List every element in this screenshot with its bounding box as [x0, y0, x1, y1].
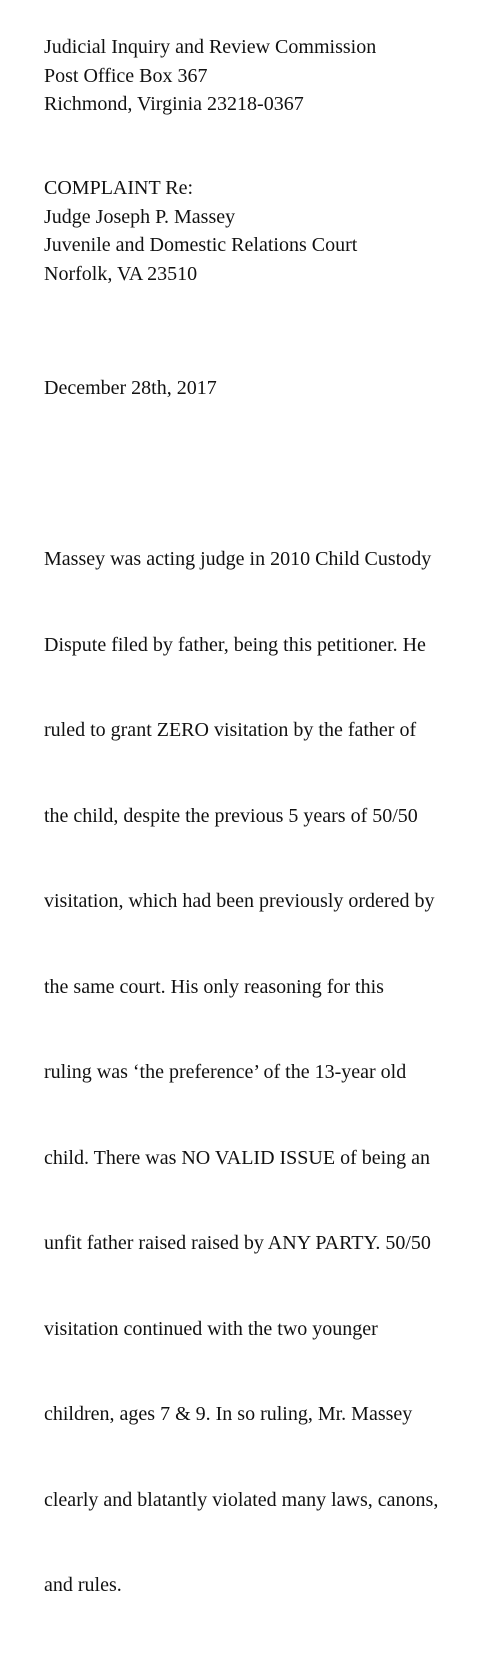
addressee-line: Judicial Inquiry and Review Commission: [44, 36, 377, 58]
complaint-line: Norfolk, VA 23510: [44, 262, 198, 285]
complaint-body-paragraph: [44, 488, 464, 1657]
body-line: Massey was acting judge in 2010 Child Custody: [44, 548, 432, 570]
body-line: visitation continued with the two younger: [44, 1317, 378, 1340]
complaint-heading: COMPLAINT Re:: [44, 177, 194, 199]
addressee-line: Richmond, Virginia 23218-0367: [44, 93, 304, 115]
date-text: December 28th, 2017: [44, 377, 217, 399]
body-line: Dispute filed by father, being this petitioner. He: [44, 633, 426, 656]
letter-date: [44, 374, 464, 403]
body-line: clearly and blatantly violated many laws, canons,: [44, 1488, 439, 1511]
body-line: unfit father raised raised by ANY PARTY. 50/50: [44, 1232, 431, 1254]
addressee-line: Post Office Box 367: [44, 64, 208, 87]
complaint-line: Juvenile and Domestic Relations Court: [44, 234, 358, 256]
body-line: child. There was NO VALID ISSUE of being an: [44, 1146, 431, 1169]
body-line: and rules.: [44, 1574, 122, 1596]
body-line: the child, despite the previous 5 years of 50/50: [44, 804, 418, 827]
body-line: ruled to grant ZERO visitation by the father of: [44, 719, 417, 741]
addressee-block: [44, 33, 464, 119]
body-line: children, ages 7 & 9. In so ruling, Mr. Massey: [44, 1403, 413, 1425]
body-line: ruling was ‘the preference’ of the 13-year old: [44, 1061, 407, 1083]
complaint-line: Judge Joseph P. Massey: [44, 205, 236, 228]
complaint-block: [44, 174, 464, 288]
body-line: visitation, which had been previously ordered by: [44, 890, 435, 912]
body-line: the same court. His only reasoning for this: [44, 975, 384, 998]
